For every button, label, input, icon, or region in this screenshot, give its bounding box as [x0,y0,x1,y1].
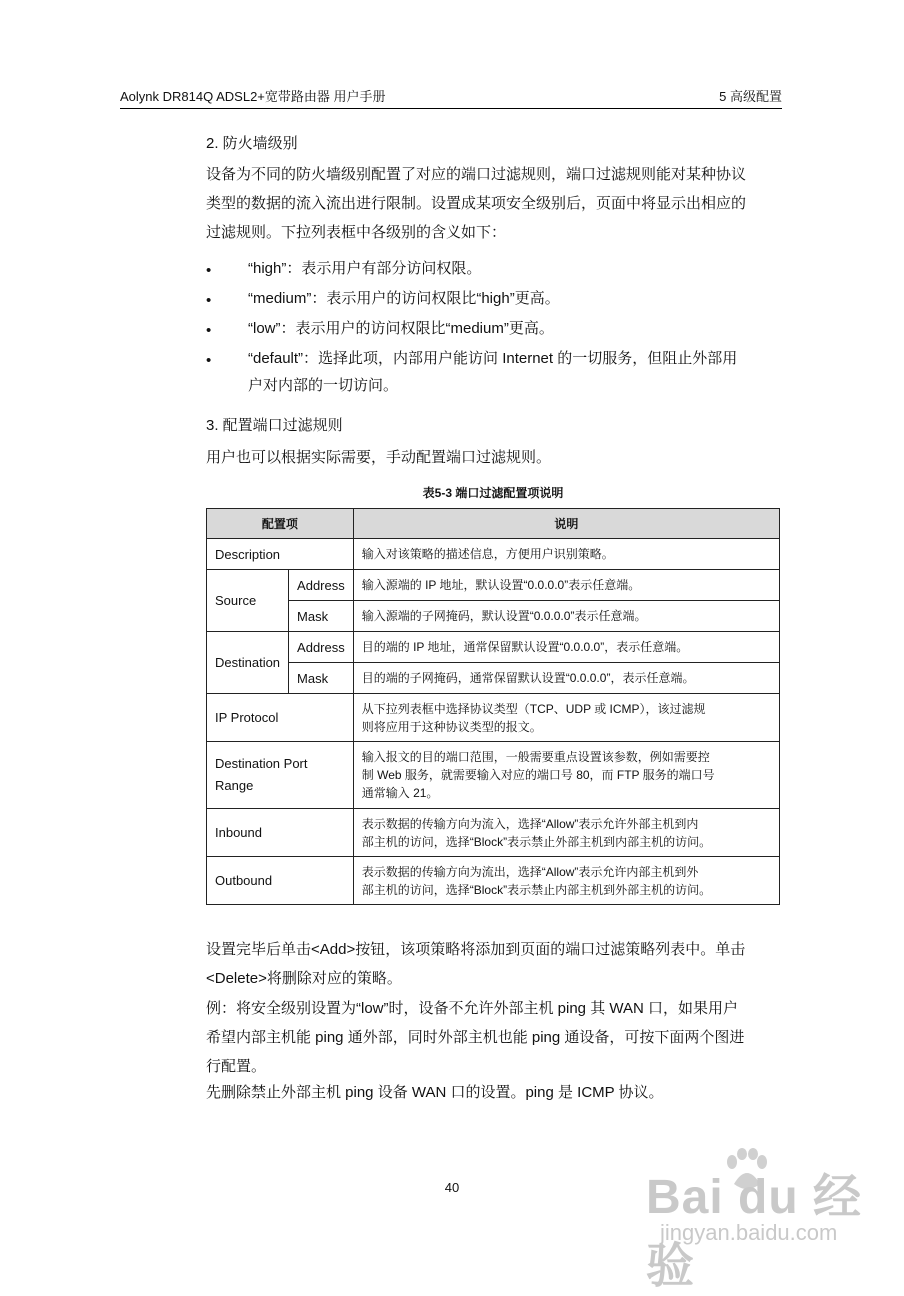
desc-line: 部主机的访问，选择“Block”表示禁止外部主机到内部主机的访问。 [361,834,712,849]
table-row [207,857,780,905]
desc-line: 通常输入 21。 [361,786,439,800]
row-label-destination: Destination [207,632,289,694]
bullet-high: “high”：表示用户有部分访问权限。 [248,260,482,277]
table-row [207,601,780,632]
table-row [207,663,780,694]
header-chapter: 5 高级配置 [719,89,782,104]
bullet-medium: “medium”：表示用户的访问权限比“high”更高。 [248,290,560,307]
row-label-ip-protocol: IP Protocol [207,694,354,742]
bullet-default-continued: 户对内部的一切访问。 [248,377,399,394]
table-header-desc: 说明 [353,509,779,539]
table-header-item: 配置项 [207,509,354,539]
row-desc-source-mask: 输入源端的子网掩码，默认设置“0.0.0.0”表示任意端。 [353,601,779,632]
example-paragraph [206,994,784,1081]
table-row [207,742,780,809]
row-desc-destination-port-range [353,742,779,809]
row-label-source: Source [207,570,289,632]
desc-line: 表示数据的传输方向为流入，选择“Allow”表示允许外部主机到内 [361,816,699,831]
section-3-title: 3. 配置端口过滤规则 [206,417,343,434]
icmp-paragraph: 先删除禁止外部主机 ping 设备 WAN 口的设置。ping 是 ICMP 协议。 [206,1084,664,1101]
table-row [207,539,780,570]
watermark-brand: Bai du 经验 [646,1171,863,1293]
paragraph-line: 例：将安全级别设置为“low”时，设备不允许外部主机 ping 其 WAN 口，如果用户 [206,1000,738,1017]
desc-line: 从下拉列表框中选择协议类型（TCP、UDP 或 ICMP），该过滤规 [361,701,706,716]
table-row [207,809,780,857]
row-desc-source-address: 输入源端的 IP 地址，默认设置“0.0.0.0”表示任意端。 [353,570,779,601]
row-desc-description: 输入对该策略的描述信息，方便用户识别策略。 [353,539,779,570]
bullet-low: “low”：表示用户的访问权限比“medium”更高。 [248,320,554,337]
bullet-dot: • [206,322,212,339]
label-line: Range [215,778,254,793]
row-desc-inbound [353,809,779,857]
label-line: Destination Port [215,756,308,771]
desc-line: 输入报文的目的端口范围，一般需要重点设置该参数，例如需要控 [361,750,710,764]
paragraph-line: 类型的数据的流入流出进行限制。设置成某项安全级别后，页面中将显示出相应的 [206,195,747,212]
row-label-inbound: Inbound [207,809,354,857]
section-3-paragraph: 用户也可以根据实际需要，手动配置端口过滤规则。 [206,449,552,466]
port-filter-config-table [206,508,780,905]
paragraph-line: 过滤规则。下拉列表框中各级别的含义如下： [206,224,507,241]
table-row [207,632,780,663]
row-desc-ip-protocol [353,694,779,742]
paragraph-line: 行配置。 [206,1058,267,1075]
desc-line: 制 Web 服务，就需要输入对应的端口号 80，而 FTP 服务的端口号 [361,768,715,782]
bullet-dot: • [206,262,212,279]
row-sublabel-source-mask: Mask [289,601,354,632]
row-sublabel-source-address: Address [289,570,354,601]
table-row [207,570,780,601]
row-desc-destination-address: 目的端的 IP 地址，通常保留默认设置“0.0.0.0”，表示任意端。 [353,632,779,663]
row-label-destination-port-range [207,742,354,809]
table-caption: 表5-3 端口过滤配置项说明 [422,486,564,500]
bullet-dot: • [206,352,212,369]
add-delete-paragraph [206,935,784,993]
bullet-default: “default”：选择此项，内部用户能访问 Internet 的一切服务，但阻止外部用 [248,350,738,367]
row-desc-outbound [353,857,779,905]
paragraph-line: 设备为不同的防火墙级别配置了对应的端口过滤规则，端口过滤规则能对某种协议 [206,166,747,183]
paragraph-line: 希望内部主机能 ping 通外部，同时外部主机也能 ping 通设备，可按下面两个图进 [206,1029,745,1046]
page-number: 40 [444,1180,460,1195]
section-2-title: 2. 防火墙级别 [206,135,298,152]
row-sublabel-destination-address: Address [289,632,354,663]
paragraph-line: 设置完毕后单击<Add>按钮，该项策略将添加到页面的端口过滤策略列表中。单击 [206,941,746,958]
row-label-description: Description [207,539,354,570]
header-title: Aolynk DR814Q ADSL2+宽带路由器 用户手册 [120,89,386,104]
table-header-row [207,509,780,539]
header-divider [120,108,782,109]
paragraph-line: <Delete>将删除对应的策略。 [206,970,402,987]
desc-line: 则将应用于这种协议类型的报文。 [361,719,542,734]
row-desc-destination-mask: 目的端的子网掩码，通常保留默认设置“0.0.0.0”，表示任意端。 [353,663,779,694]
bullet-dot: • [206,292,212,309]
desc-line: 部主机的访问，选择“Block”表示禁止内部主机到外部主机的访问。 [361,882,712,897]
desc-line: 表示数据的传输方向为流出，选择“Allow”表示允许内部主机到外 [361,864,699,879]
table-row [207,694,780,742]
watermark-url: jingyan.baidu.com [660,1220,838,1245]
row-sublabel-destination-mask: Mask [289,663,354,694]
section-2-paragraph [206,160,784,247]
baidu-jingyan-watermark [640,1140,870,1293]
row-label-outbound: Outbound [207,857,354,905]
